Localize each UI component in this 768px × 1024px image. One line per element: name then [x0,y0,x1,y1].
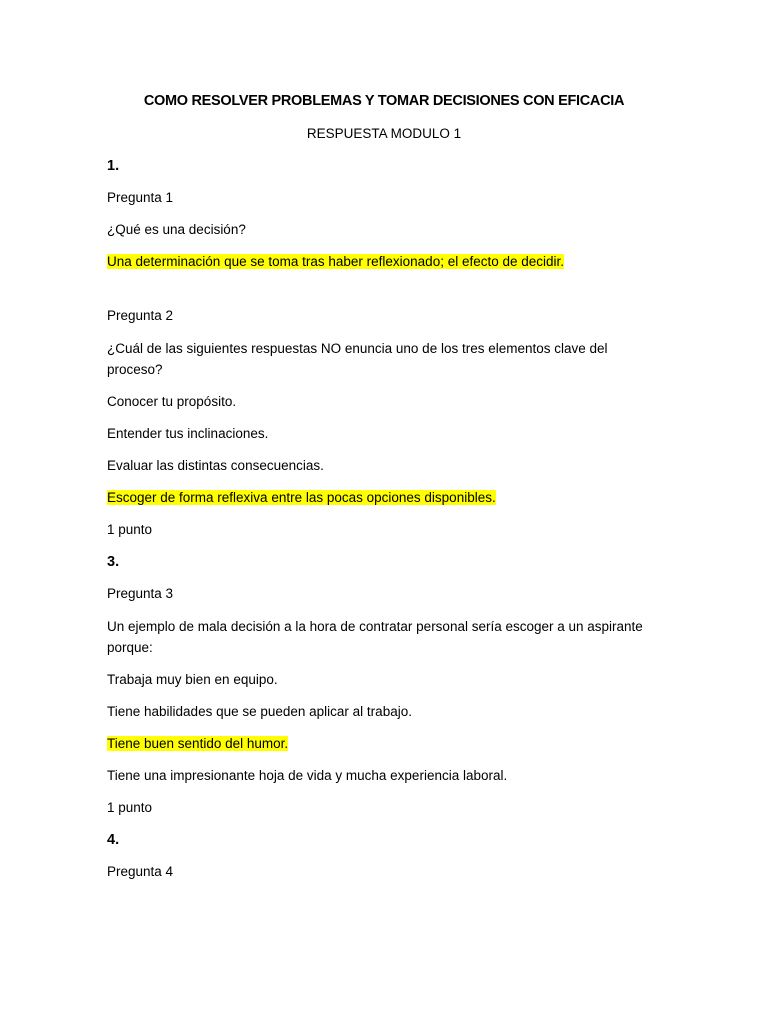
section-number-1: 1. [107,158,120,174]
question-label-3: Pregunta 3 [107,586,174,601]
question-text-3: Un ejemplo de mala decisión a la hora de contratar personal sería escoger a un aspirante porque: [107,619,643,655]
option-2-c: Evaluar las distintas consecuencias. [107,458,324,473]
option-3-a: Trabaja muy bien en equipo. [107,672,278,687]
question-text-2: ¿Cuál de las siguientes respuestas NO enuncia uno de los tres elementos clave del proceso? [107,341,608,377]
answer-3 [107,734,288,754]
answer-2 [107,488,496,508]
question-text-1: ¿Qué es una decisión? [107,222,246,237]
highlighted-answer-3: Tiene buen sentido del humor. [107,736,289,751]
question-label-4: Pregunta 4 [107,864,174,879]
option-3-d: Tiene una impresionante hoja de vida y mucha experiencia laboral. [107,768,508,783]
highlighted-answer-1: Una determinación que se toma tras haber reflexionado; el efecto de decidir. [107,254,565,269]
question-label-1: Pregunta 1 [107,190,174,205]
document-subtitle: RESPUESTA MODULO 1 [306,126,462,141]
points-2: 1 punto [107,522,153,537]
section-number-4: 4. [107,832,120,848]
answer-1 [107,252,564,272]
highlighted-answer-2: Escoger de forma reflexiva entre las pocas opciones disponibles. [107,490,496,505]
section-number-3: 3. [107,554,120,570]
option-3-b: Tiene habilidades que se pueden aplicar al trabajo. [107,704,412,719]
option-2-a: Conocer tu propósito. [107,394,237,409]
points-3: 1 punto [107,800,153,815]
document-title: COMO RESOLVER PROBLEMAS Y TOMAR DECISIONES CON EFICACIA [143,93,625,109]
option-2-b: Entender tus inclinaciones. [107,426,269,441]
question-label-2: Pregunta 2 [107,308,174,323]
